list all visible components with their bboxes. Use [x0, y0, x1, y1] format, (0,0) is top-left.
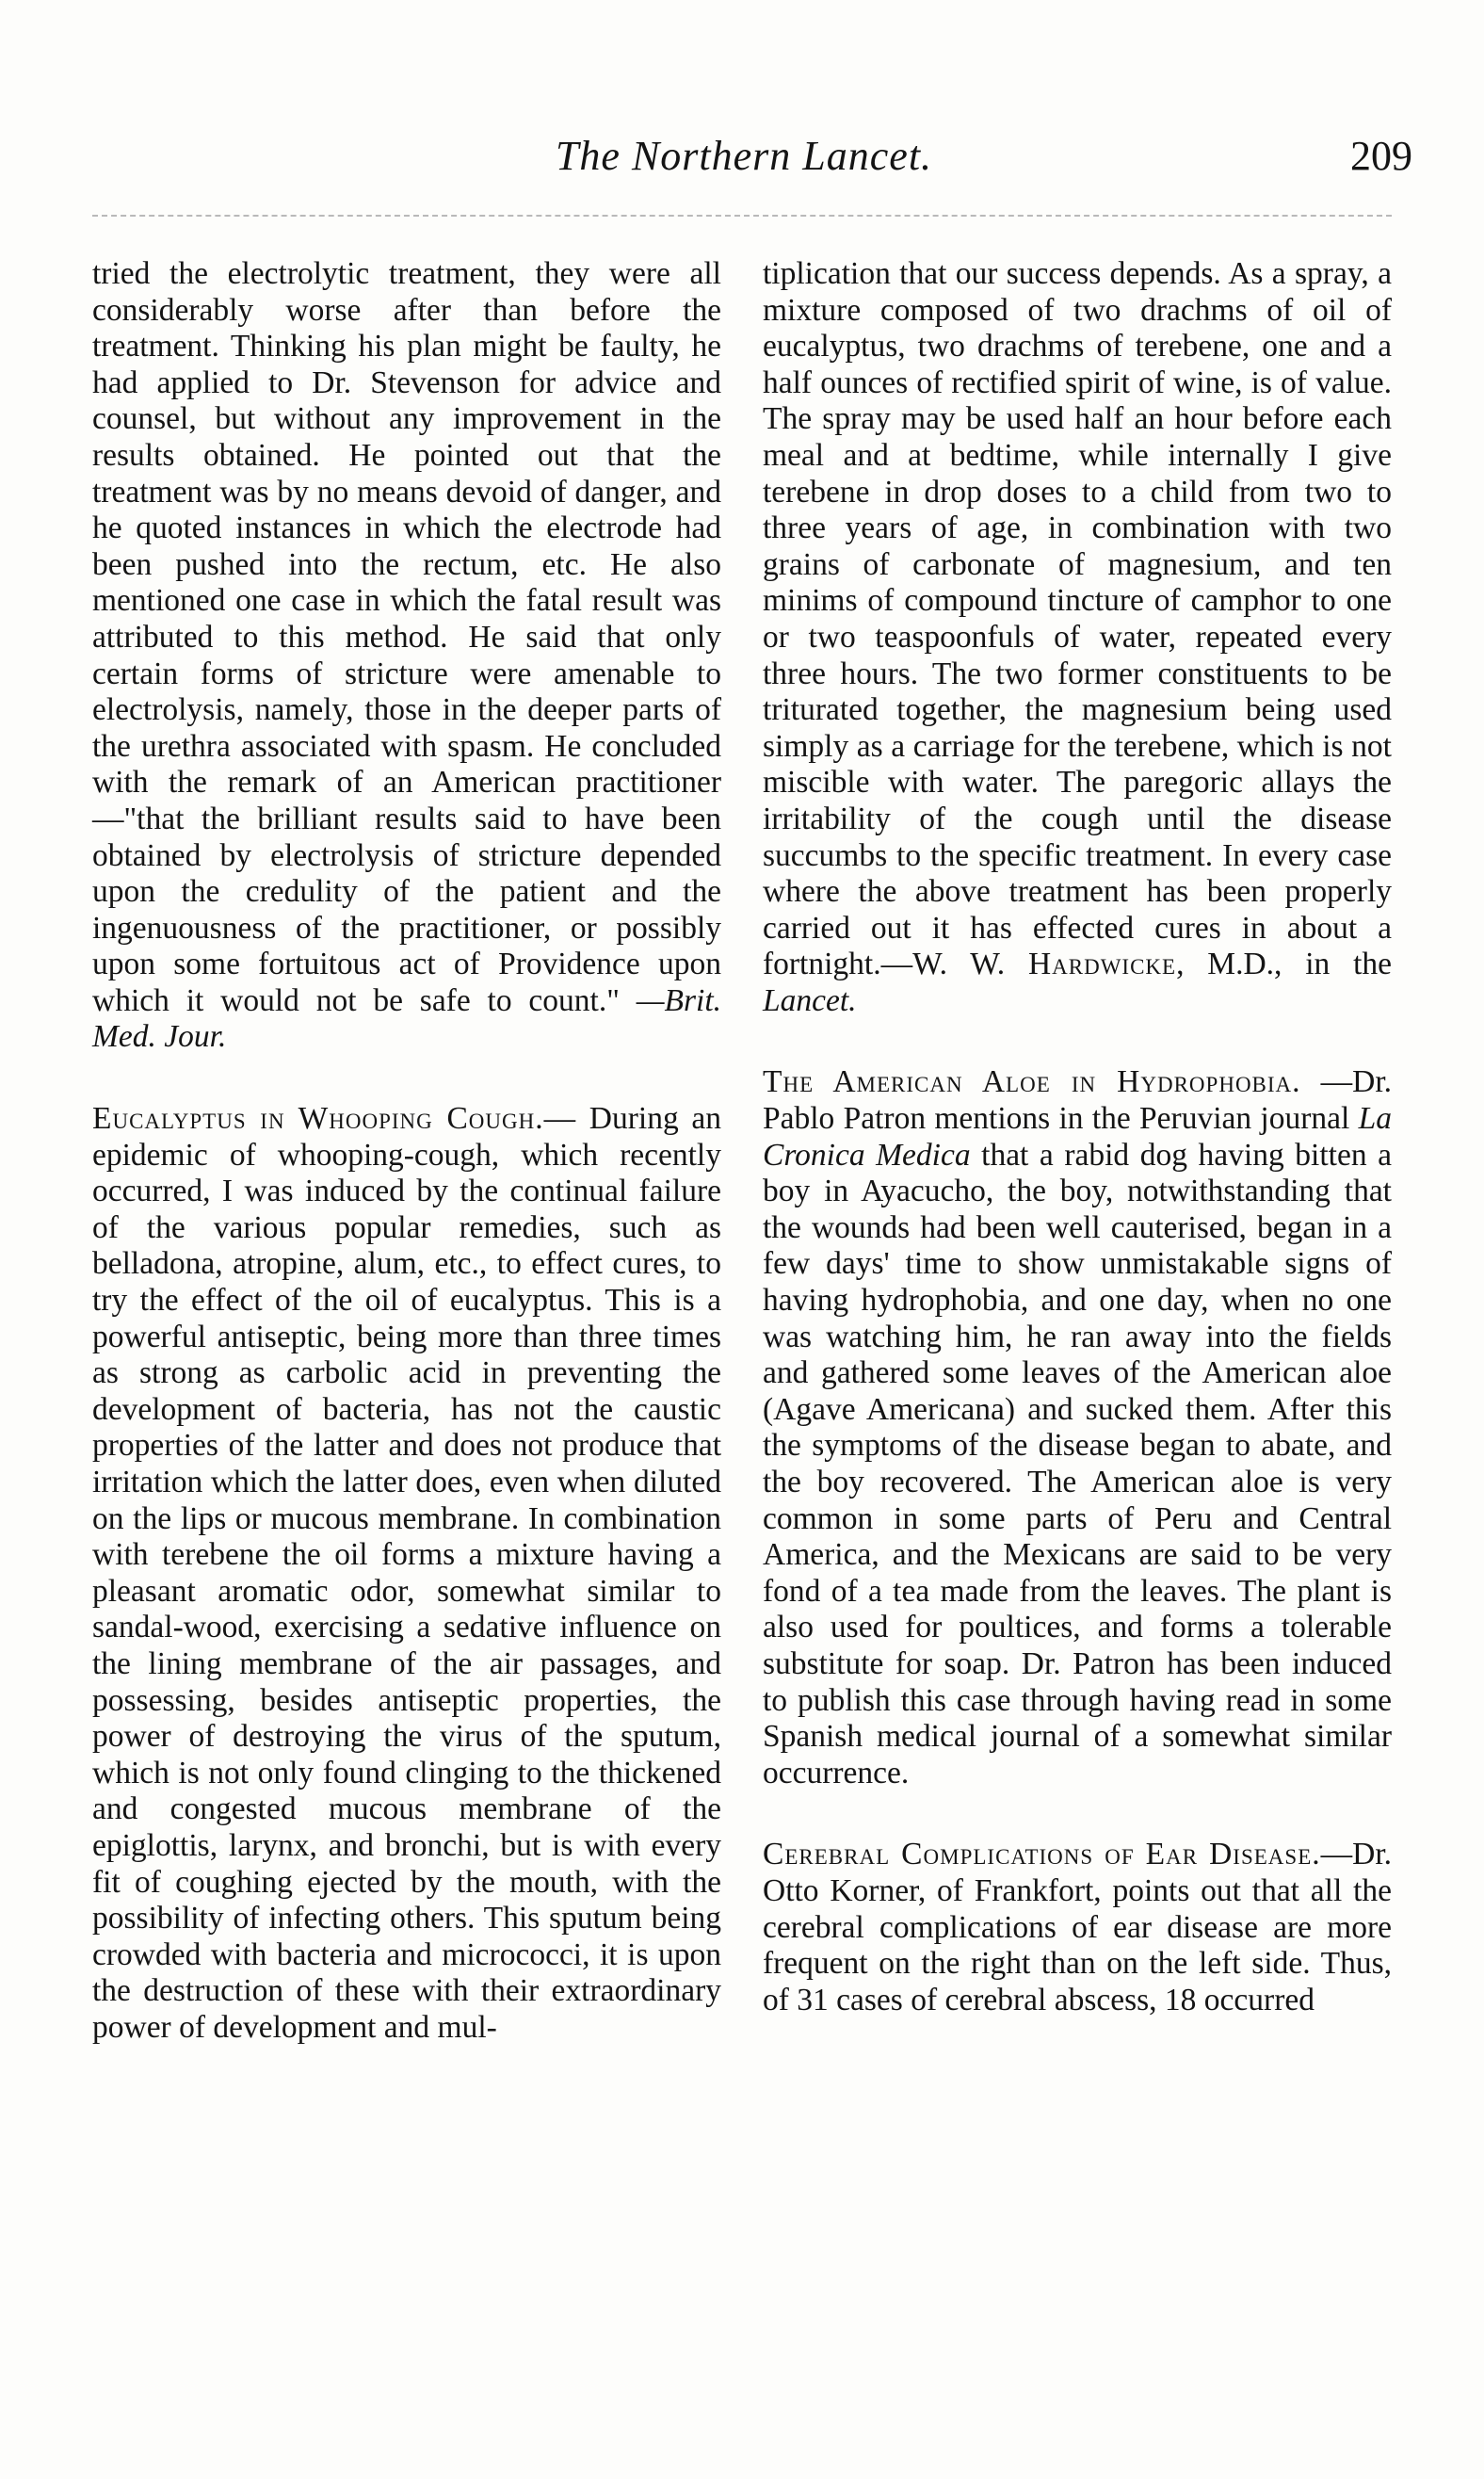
ear-disease-paragraph	[763, 1837, 1392, 2018]
eucalyptus-text: During an epidemic of whooping-cough, which recently occurred, I was induced by the continual failure of the various popular remedies, such as belladona, atropine, alum, etc., to effect cures, to try the effect of the oil of eucalyptus. This is a powerful antiseptic, being more than three times as strong as carbolic acid in preventing the development of bacteria, has not the caustic properties of the latter and does not produce that irritation which the latter does, even when diluted on the lips or mucous membrane. In combination with terebene the oil forms a mixture having a pleasant aromatic odor, somewhat similar to sandal-wood, exercising a sedative influence on the lining membrane of the air passages, and possessing, besides antiseptic properties, the power of destroying the virus of the sputum, which is not only found clinging to the thickened and congested mucous membrane of the epiglottis, larynx, and bronchi, but is with every fit of coughing ejected by the mouth, with the possibility of infecting others. This sputum being crowded with bacteria and micrococci, it is upon the destruction of these with their extraordinary power of development and mul-	[92, 1101, 721, 2045]
electrolysis-paragraph	[92, 256, 721, 1056]
eucalyptus-continuation-text: tiplication that our success depends. As a spray, a mixture composed of two drachms of oil of eucalyptus, two drachms of terebene, one and a half ounces of rectified spirit of wine, is of value. The spray may be used half an hour before each meal and at bedtime, while internally I give terebene in drop doses to a child from two to three years of age, in combination with two grains of carbonate of magnesium, and ten minims of compound tincture of camphor to one or two teaspoonfuls of water, repeated every three hours. The two former constituents to be triturated together, the magnesium being used simply as a carriage for the terebene, which is not miscible with water. The paregoric allays the irritability of the cough until the disease succumbs to the specific treatment. In every case where the above treatment has been properly carried out it has effected cures in about a fortnight.—W. W.	[763, 256, 1392, 982]
running-title: The Northern Lancet.	[555, 133, 933, 179]
page-number: 209	[1350, 133, 1412, 179]
page-header	[75, 132, 1412, 188]
author-suffix: , M.D., in the	[1176, 947, 1392, 982]
aloe-journal: La Cronica Medica	[763, 1101, 1392, 1173]
author-name: Hardwicke	[1027, 947, 1177, 982]
right-column	[763, 256, 1392, 2018]
ear-disease-text: —Dr. Otto Korner, of Frankfort, points out that all the cerebral complications of ear disease are more frequent on the right than on the left side. Thus, of 31 cases of cerebral abscess, 18 occurred	[763, 1837, 1392, 2017]
electrolysis-source: —Brit. Med. Jour.	[92, 982, 722, 1055]
aloe-heading: The American Aloe in Hydrophobia.	[763, 1064, 1301, 1100]
aloe-paragraph	[763, 1064, 1392, 1791]
journal-name: Lancet.	[763, 982, 857, 1018]
electrolysis-text: tried the electrolytic treatment, they were all considerably worse after than before the treatment. Thinking his plan might be faulty, he had applied to Dr. Stevenson for advice and counsel, but without any improvement in the results obtained. He pointed out that the treatment was by no means devoid of danger, and he quoted instances in which the electrode had been pushed into the rectum, etc. He also mentioned one case in which the fatal result was attributed to this method. He said that only certain forms of stricture were amenable to electrolysis, namely, those in the deeper parts of the urethra associated with spasm. He concluded with the remark of an American practitioner—"that the brilliant results said to have been obtained by electrolysis of stricture depended upon the credulity of the patient and the ingenuousness of the practitioner, or possibly upon some fortuitous act of Providence upon which it would not be safe to count."	[92, 256, 721, 1018]
aloe-text-rest: that a rabid dog having bitten a boy in Ayacucho, the boy, notwithstanding that the wounds had been well cauterised, began in a few days' time to show unmistakable signs of having hydrophobia, and one day, when no one was watching him, he ran away into the fields and gathered some leaves of the American aloe (Agave Americana) and sucked them. After this the symptoms of the disease began to abate, and the boy recovered. The American aloe is very common in some parts of Peru and Central America, and the Mexicans are said to be very fond of a tea made from the leaves. The plant is also used for poultices, and forms a tolerable substitute for soap. Dr. Patron has been induced to publish this case through having read in some Spanish medical journal of a somewhat similar occurrence.	[763, 1137, 1392, 1790]
eucalyptus-continuation	[763, 256, 1392, 1019]
aloe-text-start: —Dr. Pablo Patron mentions in the Peruvian journal	[763, 1064, 1393, 1137]
eucalyptus-heading: Eucalyptus in Whooping Cough.—	[92, 1101, 577, 1137]
ear-disease-heading: Cerebral Complications of Ear Disease.	[763, 1837, 1321, 1872]
eucalyptus-paragraph	[92, 1101, 721, 2046]
header-rule	[92, 215, 1392, 217]
left-column	[92, 256, 721, 2047]
